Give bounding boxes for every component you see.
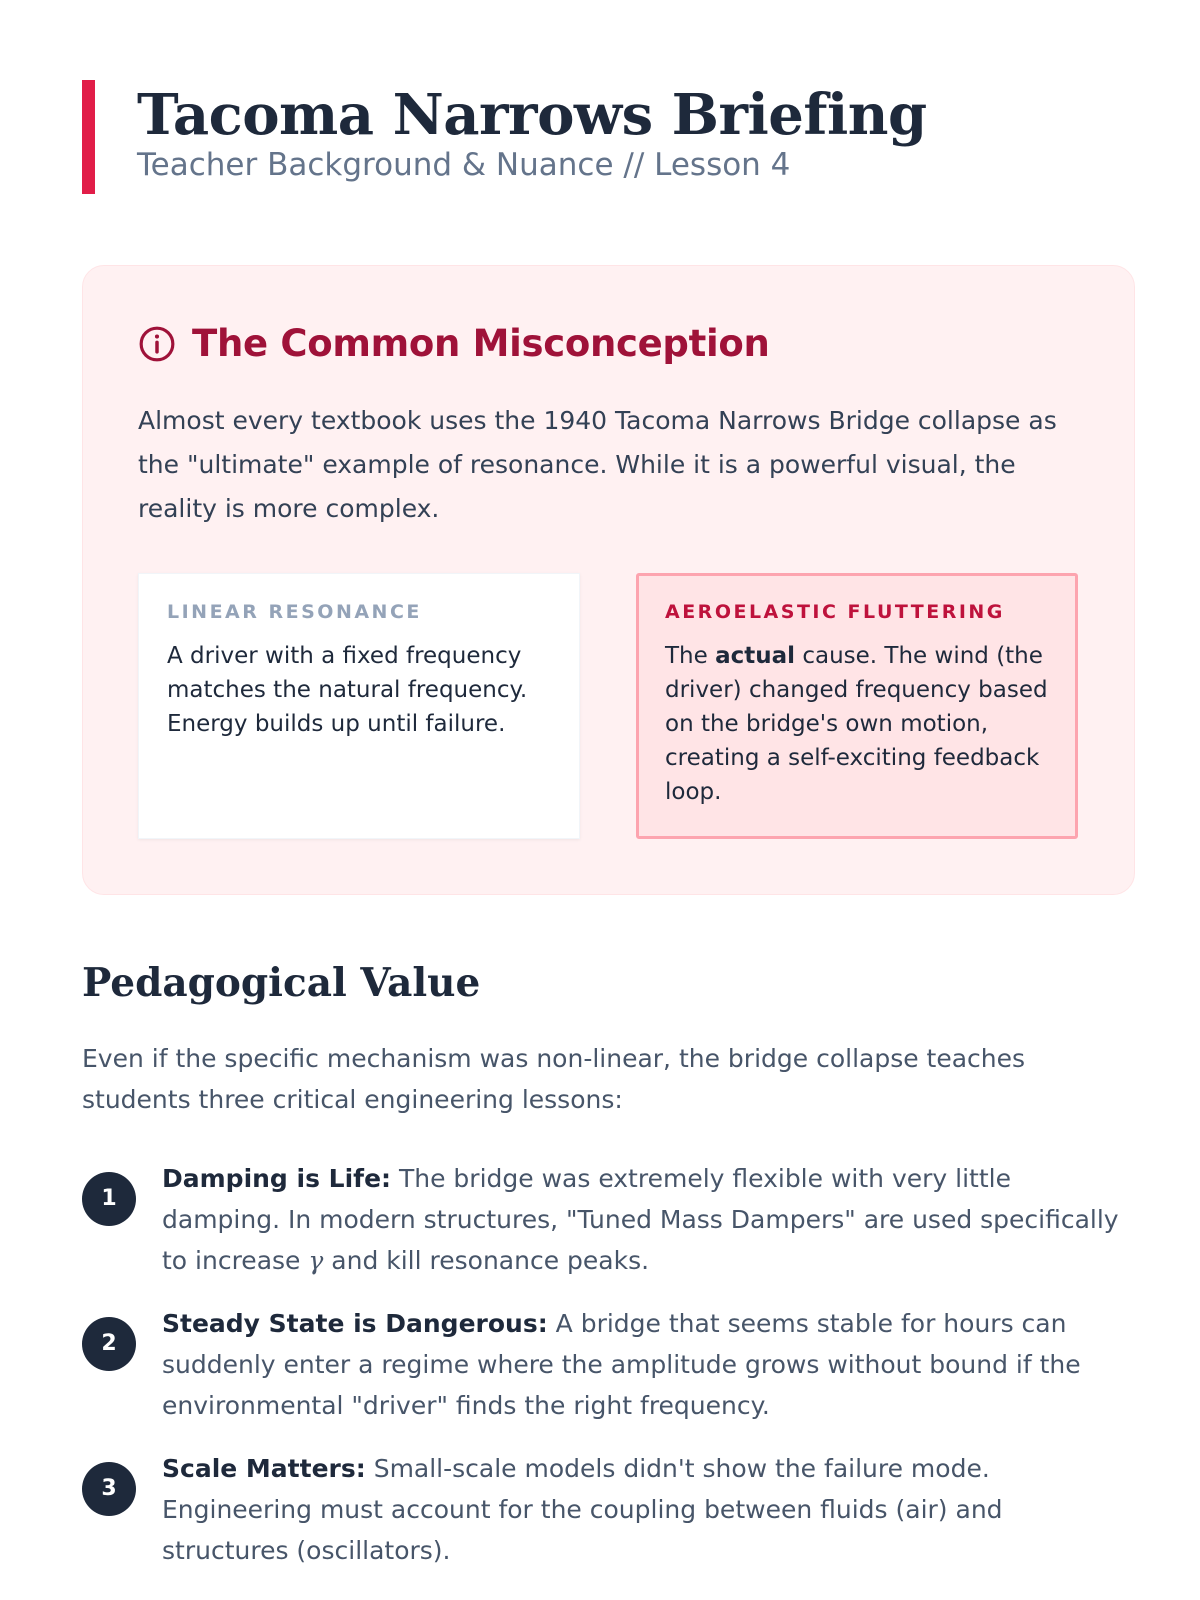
comparison-row: [138, 573, 1079, 839]
gamma-symbol: γ: [308, 1246, 324, 1275]
aeroelastic-flutter-text: [665, 639, 1049, 809]
misconception-card: [82, 265, 1135, 895]
header-accent-bar: [82, 80, 95, 194]
pedagogical-intro: Even if the specific mechanism was non-linear, the bridge collapse teaches students three critical engineering lessons:: [82, 1044, 1026, 1114]
page-title: Tacoma Narrows Briefing: [137, 82, 927, 148]
misconception-title: The Common Misconception: [192, 322, 770, 365]
flutter-text-rest: cause. The wind (the driver) changed frequency based on the bridge's own motion, creating a self-exciting feedback loop.: [665, 643, 1048, 805]
lesson-heading: Damping is Life:: [162, 1164, 392, 1193]
lesson-text: Small-scale models didn't show the failure mode. Engineering must account for the coupling between fluids (air) and structures (oscillators).: [162, 1454, 1003, 1565]
flutter-text-start: The: [665, 643, 716, 669]
flutter-text-emphasis: actual: [715, 643, 796, 669]
lesson-text: The bridge was extremely flexible with very little damping. In modern structures, "Tuned Mass Dampers" are used specifically to increase: [162, 1164, 1119, 1275]
briefing-page: [82, 80, 1135, 1565]
lesson-number-badge: 2: [82, 1317, 136, 1371]
misconception-intro: Almost every textbook uses the 1940 Tacoma Narrows Bridge collapse as the "ultimate" example of resonance. While it is a powerful visual, the reality is more complex.: [138, 406, 1057, 523]
lesson-item: [82, 1303, 1135, 1426]
linear-resonance-box: [138, 573, 580, 839]
lesson-number-badge: 1: [82, 1172, 136, 1226]
lesson-number-badge: 3: [82, 1462, 136, 1516]
lesson-item: [82, 1158, 1135, 1281]
pedagogical-section: [82, 960, 1135, 1593]
aeroelastic-flutter-label: AEROELASTIC FLUTTERING: [665, 601, 1005, 623]
lesson-item: [82, 1448, 1135, 1571]
lesson-text: A bridge that seems stable for hours can suddenly enter a regime where the amplitude grows without bound if the environmental "driver" finds the right frequency.: [162, 1309, 1081, 1420]
aeroelastic-flutter-box: [636, 573, 1078, 839]
info-icon: [138, 325, 176, 363]
page-header: [82, 80, 1135, 196]
lesson-text-end: and kill resonance peaks.: [323, 1246, 650, 1275]
lesson-heading: Steady State is Dangerous:: [162, 1309, 548, 1338]
misconception-heading: [138, 322, 1079, 365]
lesson-list: [82, 1158, 1135, 1571]
lesson-heading: Scale Matters:: [162, 1454, 366, 1483]
linear-resonance-text: A driver with a fixed frequency matches the natural frequency. Energy builds up until failure.: [167, 643, 528, 737]
page-subtitle: Teacher Background & Nuance // Lesson 4: [137, 146, 791, 183]
pedagogical-title: Pedagogical Value: [82, 960, 481, 1006]
linear-resonance-label: LINEAR RESONANCE: [167, 601, 422, 623]
